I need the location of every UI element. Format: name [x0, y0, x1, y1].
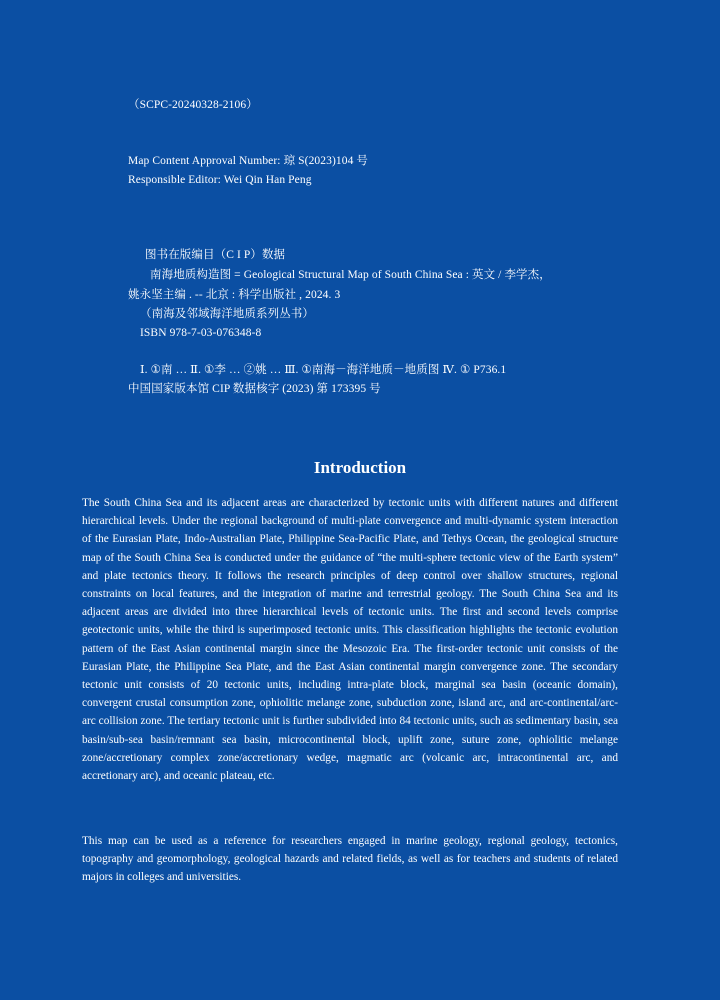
cip-number: 中国国家版本馆 CIP 数据核字 (2023) 第 173395 号 [128, 383, 381, 395]
cip-editors-line: 姚永坚主编 . -- 北京 : 科学出版社 , 2024. 3 [128, 289, 341, 301]
cip-title-line: 南海地质构造图 = Geological Structural Map of South China Sea : 英文 / 李学杰， [150, 269, 551, 281]
publication-code: （SCPC-20240328-2106） [128, 99, 258, 111]
cip-heading: 图书在版编目（C I P）数据 [145, 249, 286, 261]
map-approval-number: Map Content Approval Number: 琼 S(2023)104 号 [128, 155, 369, 167]
cip-isbn: ISBN 978-7-03-076348-8 [140, 327, 262, 339]
responsible-editor: Responsible Editor: Wei Qin Han Peng [128, 174, 312, 186]
introduction-title: Introduction [313, 458, 407, 477]
introduction-paragraph-1: The South China Sea and its adjacent areas are characterized by tectonic units with different natures and different hierarchical levels. Under the regional background of multi-plate convergence and multi-dynamic system interaction of the Eurasian Plate, Indo-Australian Plate, Philippine Sea-Pacific Plate, and Tethys Ocean, the geological structure map of the South China Sea is conducted under the guidance of “the multi-sphere tectonic view of the Earth system” and plate tectonics theory. It follows the research principles of deep control over shallow structures, regional constraints on local features, and the integration of marine and terrestrial geology. The South China Sea and its adjacent areas are divided into three hierarchical levels of tectonic units. The first and second levels comprise geotectonic units, while the third is superimposed tectonic units. This classification highlights the tectonic evolution pattern of the East Asian continental margin since the Mesozoic Era. The first-order tectonic unit consists of the Eurasian Plate, the Philippine Sea Plate, and the East Asian continental margin convergence zone. The secondary tectonic unit consists of 20 tectonic units, including intra-plate block, marginal sea basin (oceanic domain), convergent crustal consumption zone, ophiolitic melange zone, subduction zone, island arc, and arc-continental/arc-arc collision zone. The tertiary tectonic unit is further subdivided into 84 tectonic units, such as sedimentary basin, sea basin/sub-sea basin/remnant sea basin, microcontinental block, uplift zone, suture zone, ophiolitic melange zone/accretionary complex zone/accretionary wedge, magmatic arc (volcanic arc, intracontinental arc, and accretionary arc), and oceanic plateau, etc. [82, 497, 618, 783]
cip-series: （南海及邻域海洋地质系列丛书） [140, 308, 314, 320]
introduction-paragraph-2: This map can be used as a reference for researchers engaged in marine geology, regional geology, tectonics, topography and geomorphology, geological hazards and related fields, as well as for teachers and students of related majors in colleges and universities. [82, 835, 618, 884]
cip-classification: Ⅰ. ①南 … Ⅱ. ①李 … ②姚 … Ⅲ. ①南海－海洋地质－地质图 Ⅳ. ① P736.1 [140, 364, 507, 376]
